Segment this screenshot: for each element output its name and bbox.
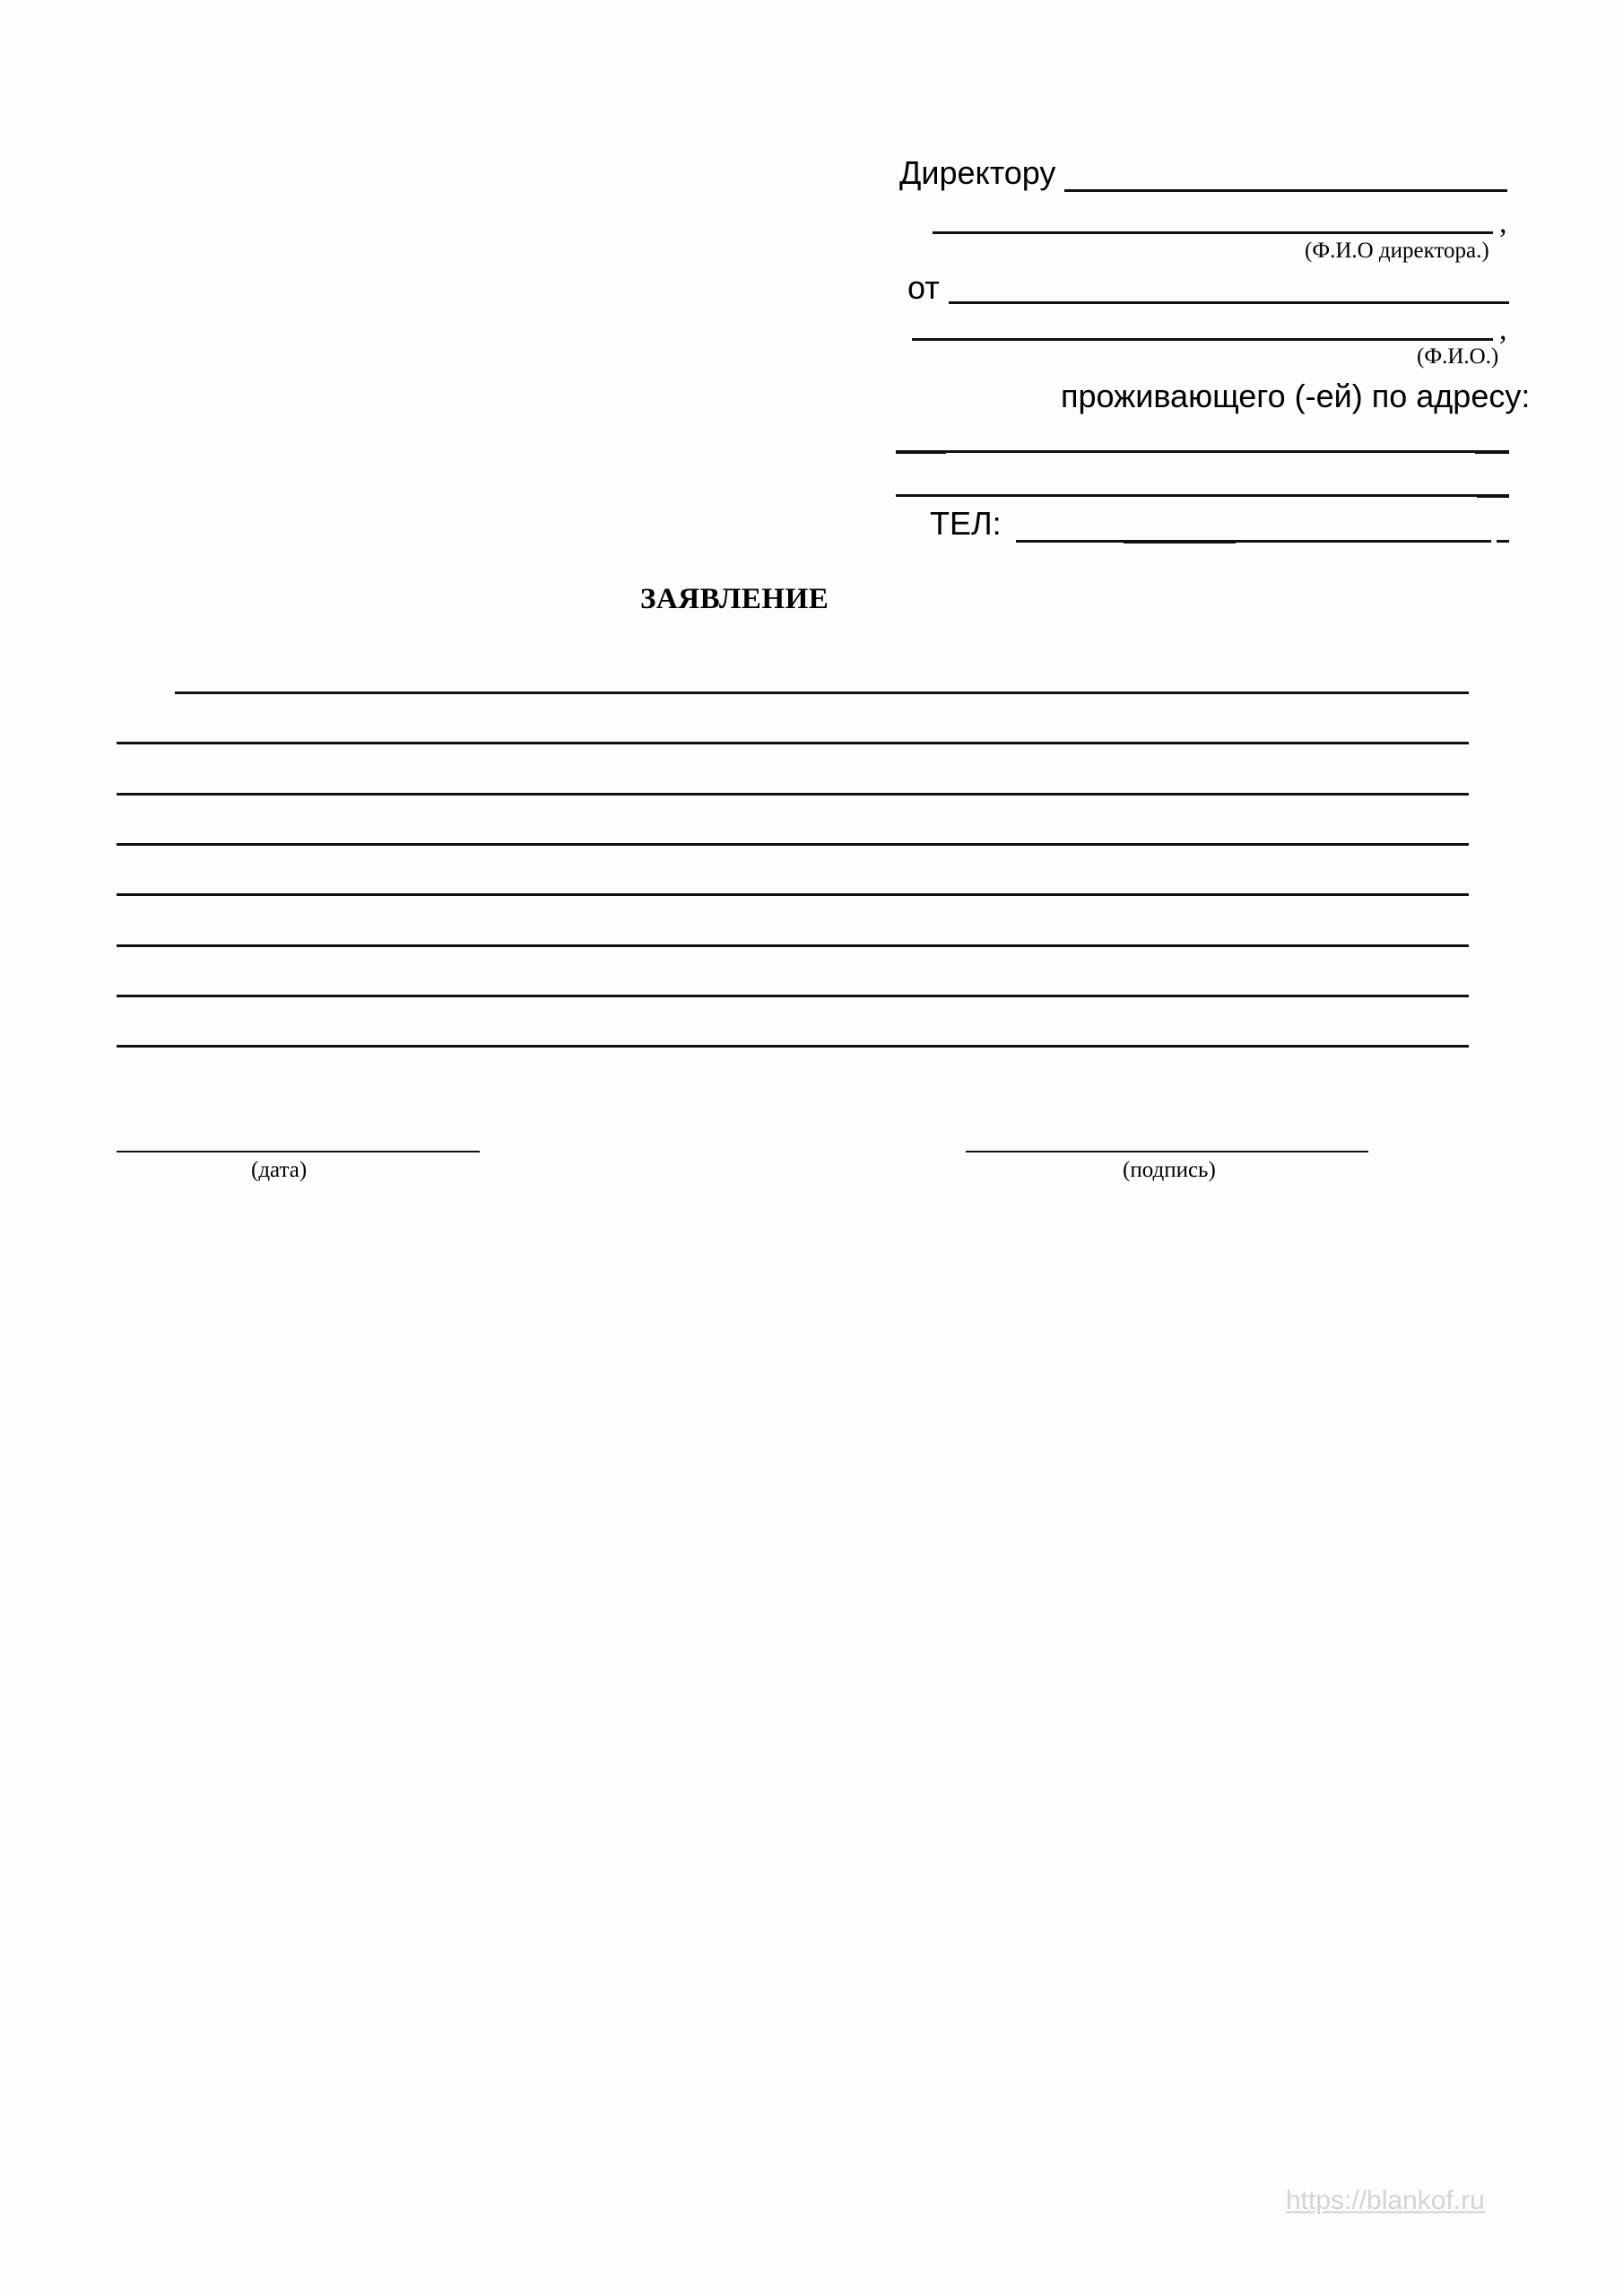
applicant-name-line-1[interactable] [949,301,1493,304]
phone-line-a[interactable] [1016,540,1124,543]
date-hint: (дата) [251,1158,308,1182]
phone-line-d [1316,540,1491,543]
applicant-name-comma: , [1499,313,1507,346]
applicant-name-line-1-tail [1493,301,1509,304]
watermark-link[interactable]: https://blankof.ru [1286,2186,1485,2215]
director-name-comma: , [1499,206,1507,239]
phone-label: ТЕЛ: [930,505,1002,542]
body-line-3[interactable] [117,793,1469,796]
body-line-5[interactable] [117,893,1469,896]
address-line-1-tail [1475,450,1509,454]
body-line-4[interactable] [117,843,1469,846]
director-fio-hint: (Ф.И.О директора.) [1305,239,1489,263]
to-director-label: Директору [899,154,1056,191]
phone-line-tail [1497,540,1509,543]
phone-line-c [1236,540,1316,543]
body-line-8[interactable] [117,1045,1469,1048]
from-label: от [907,269,940,306]
body-line-6[interactable] [117,944,1469,947]
address-line-2[interactable] [896,494,1477,497]
director-position-line[interactable] [1064,189,1507,192]
address-line-1-head [896,450,946,454]
date-line[interactable] [117,1151,480,1152]
document-title: ЗАЯВЛЕНИЕ [640,583,829,615]
signature-line[interactable] [966,1151,1368,1152]
body-line-1[interactable] [175,691,1469,694]
director-name-line[interactable] [933,231,1493,234]
body-line-2[interactable] [117,742,1469,744]
address-line-1[interactable] [946,450,1475,453]
address-line-2-tail [1477,494,1509,498]
phone-line-b [1124,540,1236,544]
signature-hint: (подпись) [1123,1158,1216,1182]
applicant-fio-hint: (Ф.И.О.) [1417,344,1499,369]
body-line-7[interactable] [117,995,1469,997]
applicant-name-line-2[interactable] [912,338,1493,341]
address-label: проживающего (-ей) по адресу: [1061,378,1531,414]
